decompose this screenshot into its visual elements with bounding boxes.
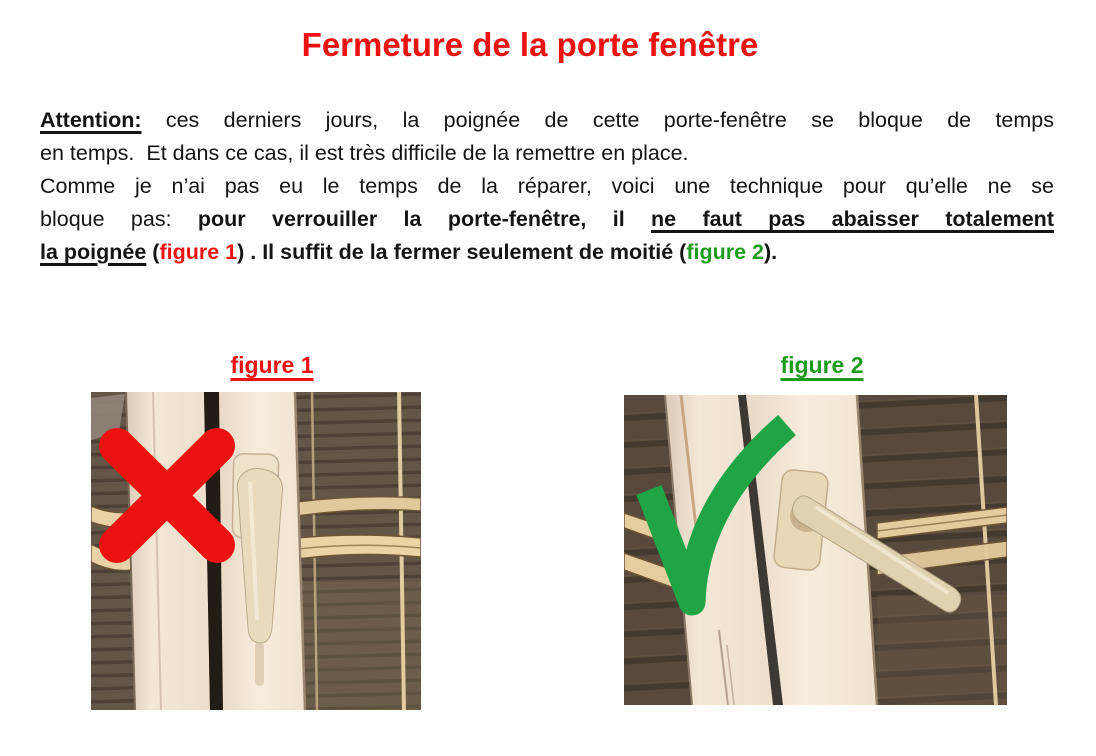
text-segment: pour verrouiller la porte-fenêtre, il [197,207,652,231]
text-segment: en temps. Et dans ce cas, il est très difficile de la remettre en place. [40,141,689,165]
body-text [40,104,1054,269]
text-segment: bloque pas: [40,207,198,231]
text-segment: figure 1 [159,240,238,264]
text-segment: ces derniers jours, la poignée de cette porte-fenêtre se bloque de temps [141,108,1054,132]
figure1-photo-scene [91,392,421,710]
text-segment: Comme je n’ai pas eu le temps de la réparer, voici une technique pour qu’elle ne se [40,174,1054,198]
figure2-photo [624,395,1007,705]
figure1-label: figure 1 [230,352,314,378]
text-segment: Attention: [40,108,142,132]
paragraph-line [40,170,1054,203]
paragraph-line [40,137,1054,170]
paragraph-line [40,236,1054,269]
text-segment: ) . Il suffit de la fermer seulement de moitié ( [237,240,687,264]
paragraph-line [40,104,1054,137]
page-title: Fermeture de la porte fenêtre [301,26,759,63]
text-segment: ). [764,240,778,264]
text-segment: ( [146,240,160,264]
text-segment: ne faut pas abaisser totalement [651,207,1054,231]
text-segment: la poignée [40,240,147,264]
paragraph-line [40,203,1054,236]
text-segment: figure 2 [686,240,764,264]
figure2-photo-scene [624,395,1007,705]
figure1-photo [91,392,421,710]
figure2-label: figure 2 [780,352,864,378]
